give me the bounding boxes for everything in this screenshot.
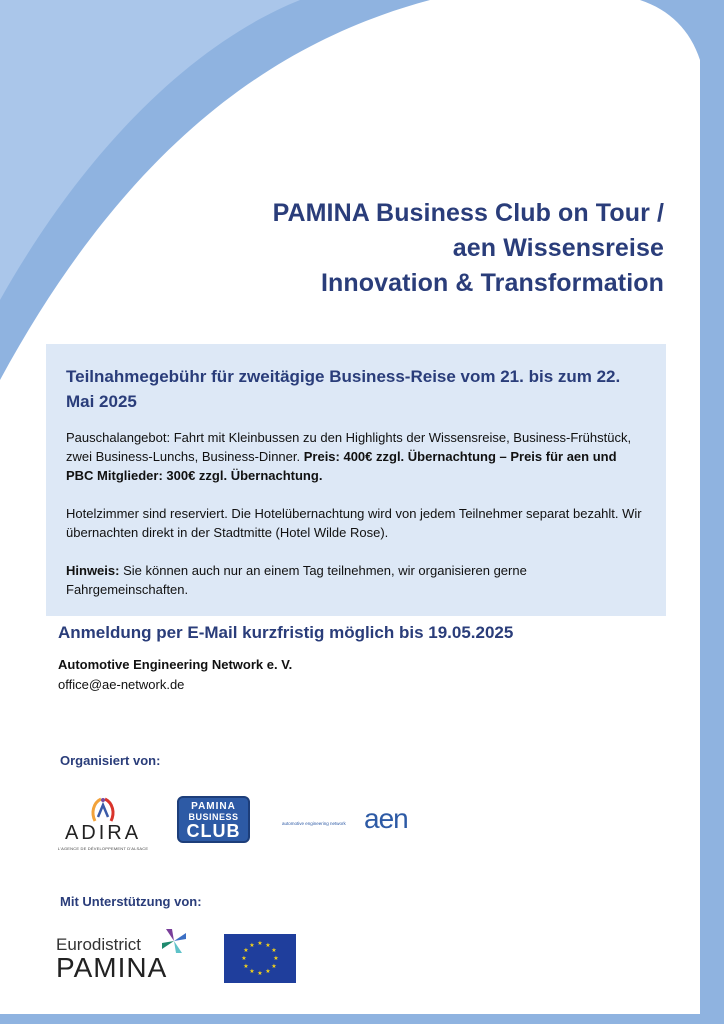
aen-wordmark: aen <box>364 803 408 834</box>
svg-text:★: ★ <box>271 947 277 954</box>
pbc-line-3: CLUB <box>186 821 241 841</box>
note-paragraph <box>66 561 646 599</box>
eurodistrict-line-1: Eurodistrict <box>56 935 142 954</box>
page-title <box>144 196 664 301</box>
support-label: Mit Unterstützung von: <box>60 894 202 909</box>
svg-text:★: ★ <box>265 942 271 949</box>
fee-heading: Teilnahmegebühr für zweitägige Business-Reise vom 21. bis zum 22. Mai 2025 <box>66 367 621 411</box>
eurodistrict-pinwheel-icon <box>156 927 192 957</box>
adira-tagline: L'AGENCE DE DÉVELOPPEMENT D'ALSACE <box>57 846 149 851</box>
fee-info-box <box>46 344 666 616</box>
title-line-1: PAMINA Business Club on Tour / <box>272 199 664 227</box>
hotel-paragraph: Hotelzimmer sind reserviert. Die Hotelübernachtung wird von jedem Teilnehmer separat bezahlt. Wir übernachten direkt in der Stadtmitte (Hotel Wilde Rose). <box>66 506 642 540</box>
organizers-label: Organisiert von: <box>60 753 161 768</box>
package-text: Pauschalangebot: Fahrt mit Kleinbussen zu den Highlights der Wissensreise, Business-Frühstück, zwei Business-Lunchs, Business-Dinner. <box>66 430 632 464</box>
note-text: Sie können auch nur an einem Tag teilnehmen, wir organisieren gerne Fahrgemeinschaften. <box>66 563 527 597</box>
eurodistrict-pamina-logo <box>56 935 196 985</box>
price-text: Preis: 400€ zzgl. Übernachtung – Preis für aen und PBC Mitglieder: 300€ zzgl. Übernachtung. <box>66 449 617 483</box>
note-label: Hinweis: <box>66 563 120 578</box>
eu-flag-icon <box>224 934 296 983</box>
title-line-2: aen Wissensreise <box>452 234 664 262</box>
svg-text:★: ★ <box>273 955 279 962</box>
title-line-3: Innovation & Transformation <box>321 269 664 297</box>
svg-text:★: ★ <box>271 963 277 970</box>
eurodistrict-line-2: PAMINA <box>56 952 168 983</box>
adira-logo <box>57 795 149 853</box>
adira-name: ADIRA <box>64 822 142 844</box>
package-paragraph <box>66 428 646 485</box>
aen-logo <box>282 805 422 839</box>
pamina-business-club-logo <box>177 796 250 843</box>
pbc-line-1: PAMINA <box>191 801 236 812</box>
organization-name: Automotive Engineering Network e. V. <box>58 657 293 672</box>
svg-text:★: ★ <box>241 955 247 962</box>
svg-text:★: ★ <box>249 968 255 975</box>
pbc-line-2: BUSINESS <box>188 812 239 822</box>
svg-text:★: ★ <box>243 947 249 954</box>
svg-text:★: ★ <box>243 963 249 970</box>
registration-heading: Anmeldung per E-Mail kurzfristig möglich bis 19.05.2025 <box>58 623 514 642</box>
svg-text:★: ★ <box>257 940 263 947</box>
svg-text:★: ★ <box>257 970 263 977</box>
adira-emblem-icon <box>57 795 149 825</box>
svg-text:★: ★ <box>249 942 255 949</box>
aen-tagline: automotive engineering network <box>282 821 346 826</box>
svg-text:★: ★ <box>265 968 271 975</box>
organization-email[interactable]: office@ae-network.de <box>58 677 185 692</box>
